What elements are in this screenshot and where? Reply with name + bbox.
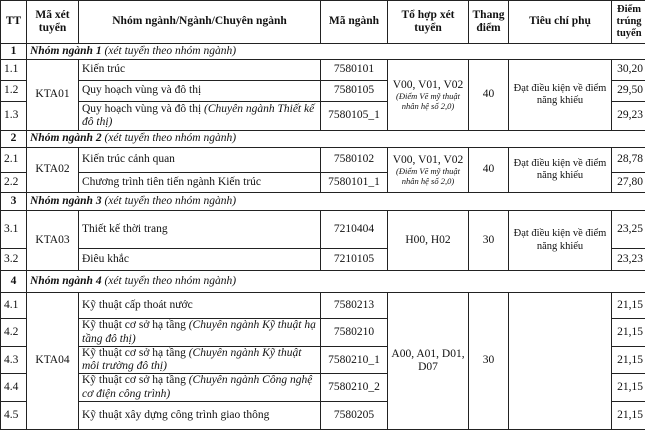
row-number: 1.3 xyxy=(1,102,27,131)
header-to-hop: Tổ hợp xét tuyển xyxy=(388,1,469,44)
row-number: 4.1 xyxy=(1,293,27,319)
group-number: 3 xyxy=(1,193,27,211)
admission-code: KTA02 xyxy=(27,148,79,193)
program-name xyxy=(79,374,321,401)
subject-combination-value: A00, A01, D01, D07 xyxy=(391,348,464,373)
program-name xyxy=(79,347,321,374)
score-scale: 40 xyxy=(469,60,509,131)
row-number: 3.2 xyxy=(1,249,27,271)
group-note: (xét tuyển theo nhóm ngành) xyxy=(102,195,236,207)
program-specialization: (Chuyên ngành Kỹ thuật hạ tầng đô thị) xyxy=(82,319,316,344)
score-scale: 30 xyxy=(469,293,509,430)
header-ma-xet-tuyen: Mã xét tuyển xyxy=(27,1,79,44)
group-note: (xét tuyển theo nhóm ngành) xyxy=(102,275,236,287)
program-code: 7580210_2 xyxy=(321,374,388,401)
row-number: 4.5 xyxy=(1,401,27,429)
cutoff-score: 21,15 xyxy=(612,319,645,347)
cutoff-score: 30,20 xyxy=(612,60,645,81)
admission-code: KTA01 xyxy=(27,60,79,131)
group-row xyxy=(1,193,645,211)
cutoff-score: 21,15 xyxy=(612,401,645,429)
group-name: Nhóm ngành 3 xyxy=(30,195,102,207)
program-name xyxy=(79,81,321,102)
program-title: Kiến trúc xyxy=(82,63,125,75)
cutoff-score: 29,50 xyxy=(612,81,645,102)
secondary-criteria: Đạt điều kiện về điểm năng khiếu xyxy=(509,148,612,193)
row-number: 3.1 xyxy=(1,211,27,249)
program-code: 7210105 xyxy=(321,249,388,271)
row-number: 2.2 xyxy=(1,173,27,193)
program-code: 7210404 xyxy=(321,211,388,249)
group-title xyxy=(27,131,645,148)
program-title: Kiến trúc cảnh quan xyxy=(82,153,175,165)
group-note: (xét tuyển theo nhóm ngành) xyxy=(102,45,236,57)
table-row xyxy=(1,293,645,319)
program-code: 7580210_1 xyxy=(321,347,388,374)
table-row xyxy=(1,211,645,249)
cutoff-score: 29,23 xyxy=(612,102,645,131)
row-number: 4.4 xyxy=(1,374,27,401)
group-note: (xét tuyển theo nhóm ngành) xyxy=(102,132,236,144)
program-code: 7580210 xyxy=(321,319,388,347)
program-code: 7580101 xyxy=(321,60,388,81)
subject-combination xyxy=(388,293,469,430)
program-specialization: (Chuyên ngành Kỹ thuật môi trường đô thị) xyxy=(82,347,301,372)
subject-combination-value: V00, V01, V02 xyxy=(393,154,464,166)
cutoff-score: 27,80 xyxy=(612,173,645,193)
group-title xyxy=(27,193,645,211)
subject-combination-note: (Điểm Vẽ mỹ thuật nhân hệ số 2,0) xyxy=(391,167,465,186)
program-title: Điêu khắc xyxy=(82,253,129,265)
program-title: Thiết kế thời trang xyxy=(82,223,168,235)
group-row xyxy=(1,131,645,148)
program-name xyxy=(79,249,321,271)
row-number: 4.2 xyxy=(1,319,27,347)
secondary-criteria: Đạt điều kiện về điểm năng khiếu xyxy=(509,211,612,271)
program-code: 7580101_1 xyxy=(321,173,388,193)
row-number: 2.1 xyxy=(1,148,27,173)
subject-combination xyxy=(388,60,469,131)
group-title xyxy=(27,44,645,60)
row-number: 1.1 xyxy=(1,60,27,81)
program-title: Quy hoạch vùng và đô thị xyxy=(82,84,201,96)
program-title: Kỹ thuật xây dựng công trình giao thông xyxy=(82,409,269,421)
cutoff-score: 28,78 xyxy=(612,148,645,173)
cutoff-score: 23,25 xyxy=(612,211,645,249)
admission-code: KTA03 xyxy=(27,211,79,271)
program-code: 7580105_1 xyxy=(321,102,388,131)
program-title: Kỹ thuật cơ sở hạ tầng xyxy=(82,347,189,359)
header-diem-trung-tuyen: Điểm trúng tuyển xyxy=(612,1,645,44)
subject-combination xyxy=(388,211,469,271)
admission-code: KTA04 xyxy=(27,293,79,430)
program-name xyxy=(79,401,321,429)
group-row xyxy=(1,271,645,293)
program-title: Kỹ thuật cơ sở hạ tầng xyxy=(82,319,189,331)
group-number: 4 xyxy=(1,271,27,293)
header-tt: TT xyxy=(1,1,27,44)
program-title: Quy hoạch vùng và đô thị xyxy=(82,103,204,115)
group-name: Nhóm ngành 2 xyxy=(30,132,102,144)
program-name xyxy=(79,102,321,131)
program-specialization: (Chuyên ngành Thiết kế đô thị) xyxy=(82,103,314,128)
program-name xyxy=(79,319,321,347)
group-number: 2 xyxy=(1,131,27,148)
header-row xyxy=(1,1,645,44)
row-number: 1.2 xyxy=(1,81,27,102)
cutoff-score: 21,15 xyxy=(612,347,645,374)
row-number: 4.3 xyxy=(1,347,27,374)
program-code: 7580205 xyxy=(321,401,388,429)
group-name: Nhóm ngành 1 xyxy=(30,45,102,57)
header-thang-diem: Thang điểm xyxy=(469,1,509,44)
program-name xyxy=(79,148,321,173)
cutoff-score: 23,23 xyxy=(612,249,645,271)
secondary-criteria: Đạt điều kiện về điểm năng khiếu xyxy=(509,60,612,131)
program-specialization: (Chuyên ngành Công nghệ cơ điện công trình) xyxy=(82,374,312,399)
group-name: Nhóm ngành 4 xyxy=(30,275,102,287)
program-name xyxy=(79,173,321,193)
program-name xyxy=(79,60,321,81)
program-code: 7580102 xyxy=(321,148,388,173)
program-name xyxy=(79,293,321,319)
header-ma-nganh: Mã ngành xyxy=(321,1,388,44)
program-code: 7580105 xyxy=(321,81,388,102)
table-row xyxy=(1,60,645,81)
program-code: 7580213 xyxy=(321,293,388,319)
cutoff-score: 21,15 xyxy=(612,293,645,319)
table-row xyxy=(1,148,645,173)
program-title: Kỹ thuật cấp thoát nước xyxy=(82,299,193,311)
header-nhom-nganh: Nhóm ngành/Ngành/Chuyên ngành xyxy=(79,1,321,44)
program-name xyxy=(79,211,321,249)
group-row xyxy=(1,44,645,60)
subject-combination xyxy=(388,148,469,193)
program-title: Kỹ thuật cơ sở hạ tầng xyxy=(82,374,189,386)
secondary-criteria xyxy=(509,293,612,430)
group-title xyxy=(27,271,645,293)
program-title: Chương trình tiên tiến ngành Kiến trúc xyxy=(82,176,261,188)
group-number: 1 xyxy=(1,44,27,60)
subject-combination-value: H00, H02 xyxy=(405,234,450,246)
score-scale: 40 xyxy=(469,148,509,193)
header-tieu-chi-phu: Tiêu chí phụ xyxy=(509,1,612,44)
score-scale: 30 xyxy=(469,211,509,271)
subject-combination-note: (Điểm Vẽ mỹ thuật nhân hệ số 2,0) xyxy=(391,92,465,111)
subject-combination-value: V00, V01, V02 xyxy=(393,79,464,91)
cutoff-score: 21,15 xyxy=(612,374,645,401)
